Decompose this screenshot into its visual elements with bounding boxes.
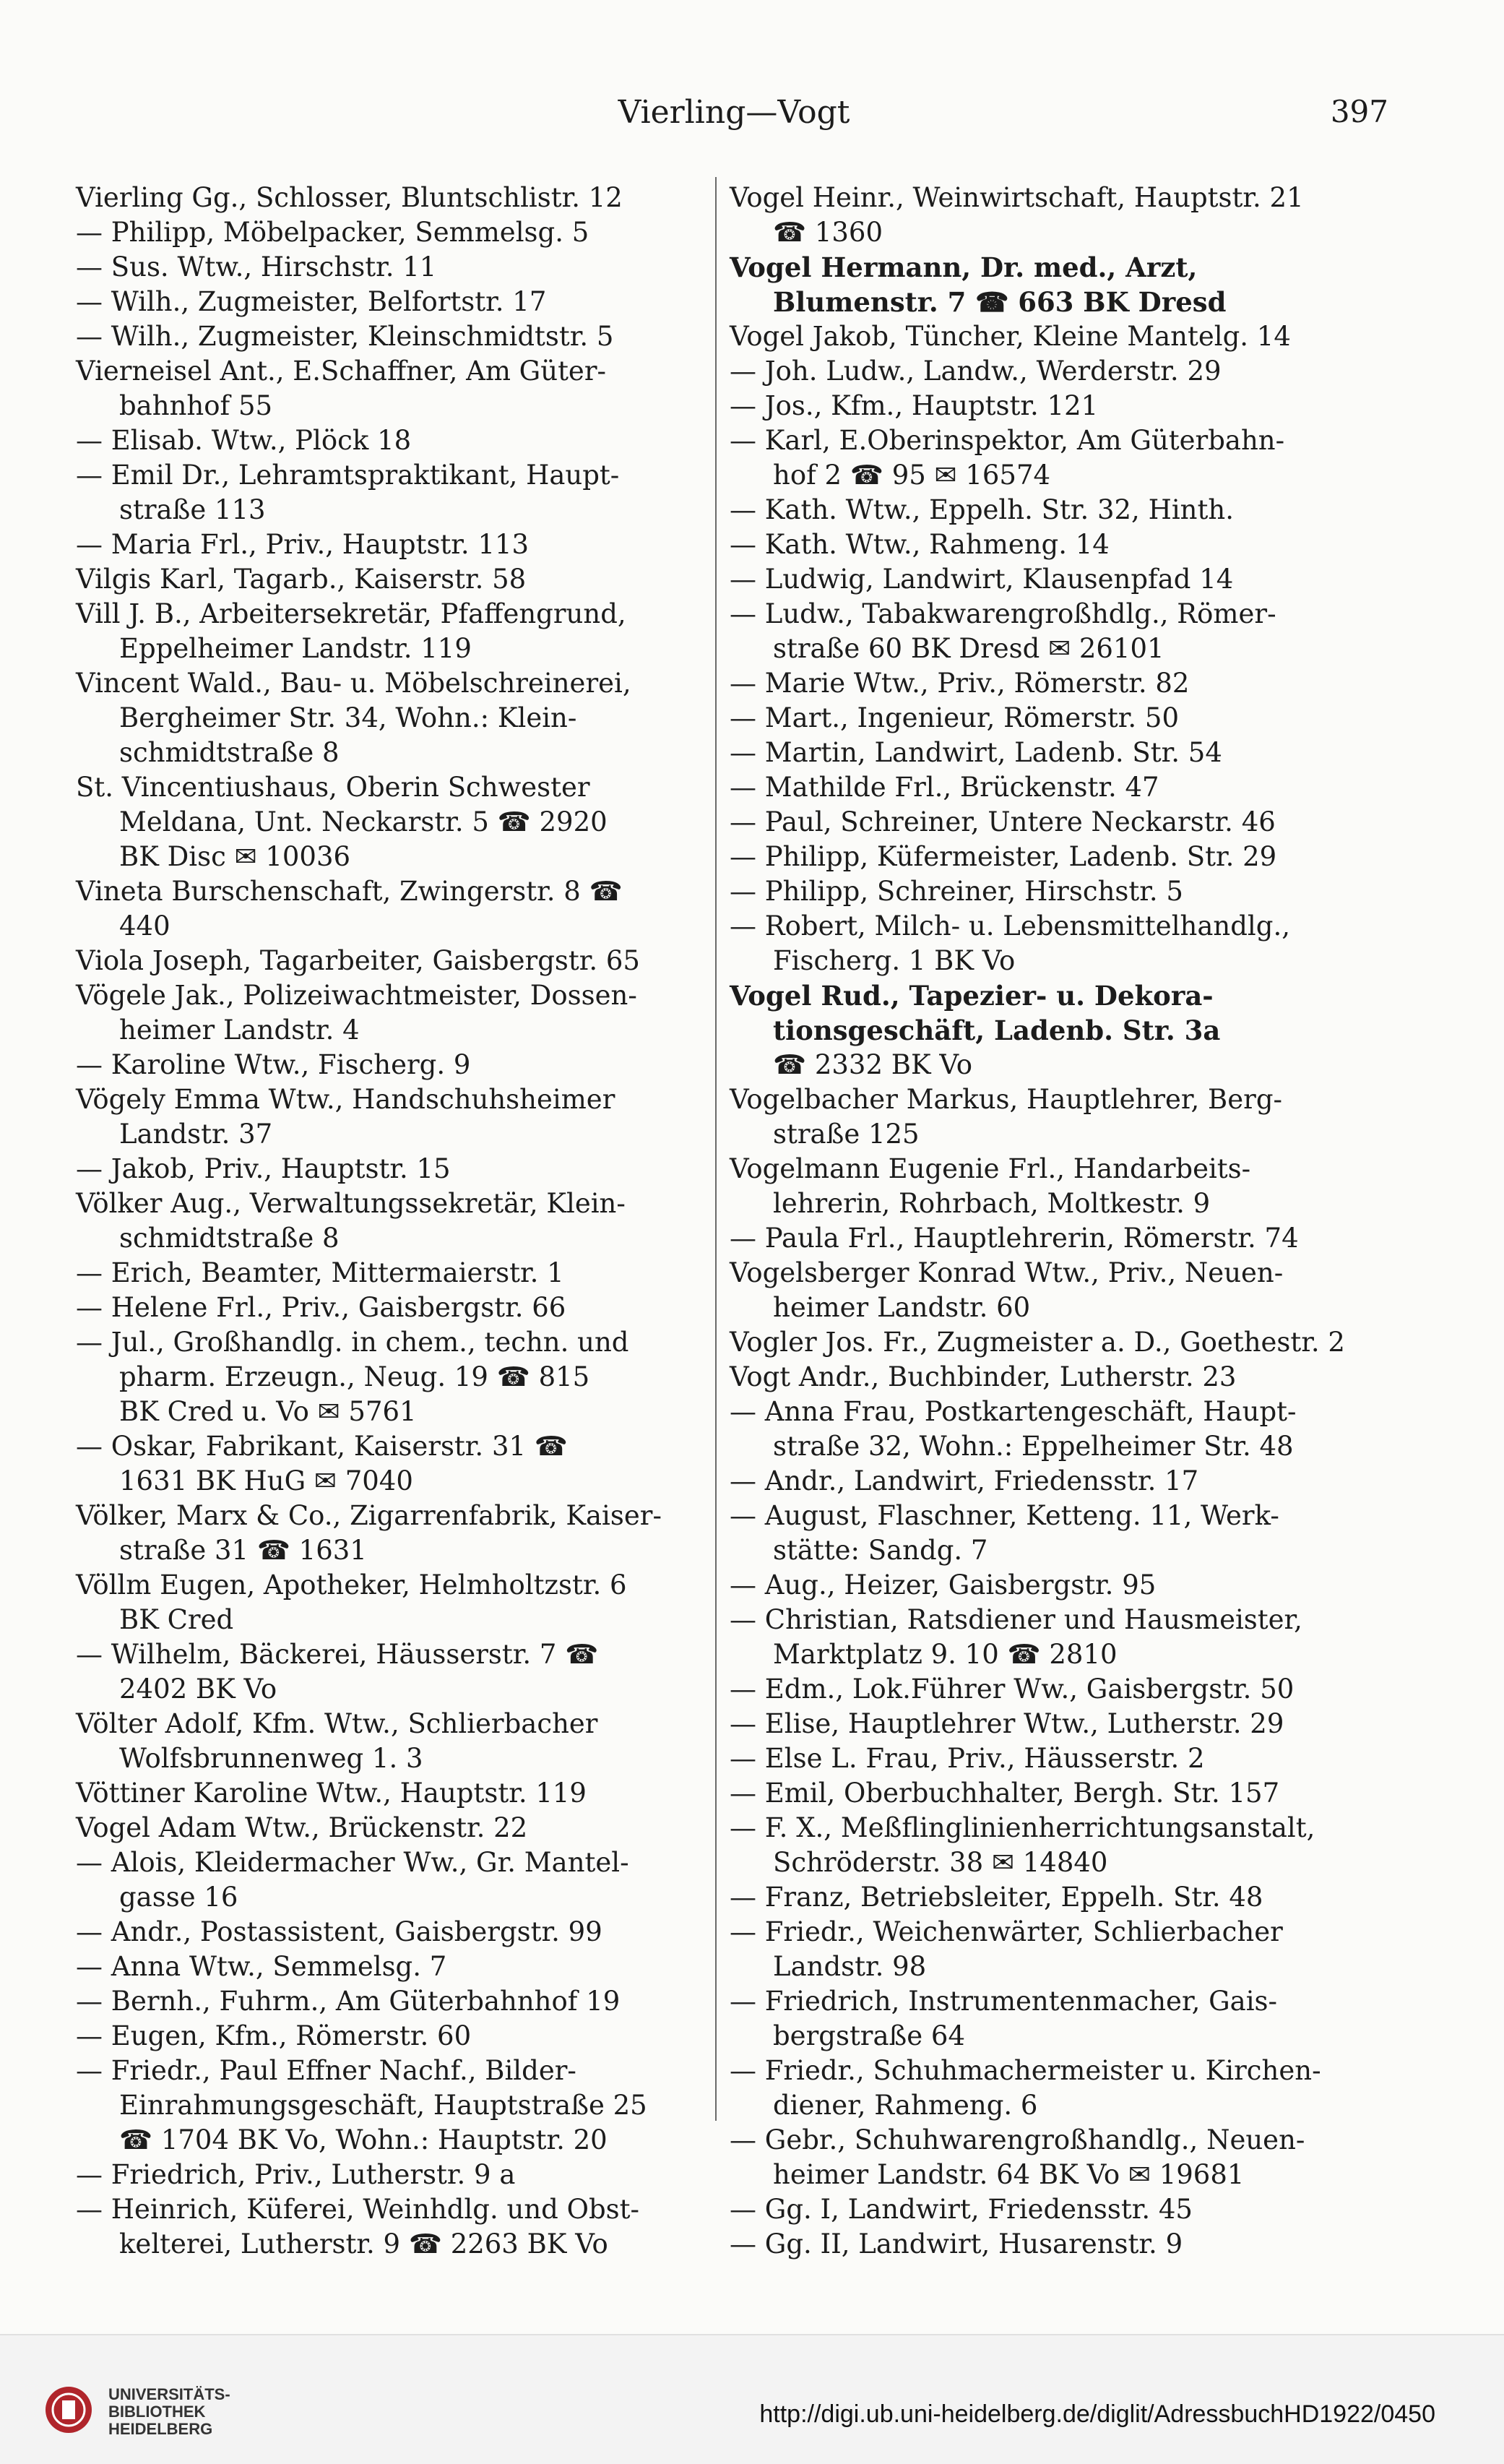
directory-entry: BK Cred [119, 1604, 234, 1635]
directory-entry: — Philipp, Möbelpacker, Semmelsg. 5 [76, 217, 589, 248]
directory-entry: — Christian, Ratsdiener und Hausmeister, [730, 1604, 1302, 1635]
directory-entry: — Emil, Oberbuchhalter, Bergh. Str. 157 [730, 1778, 1280, 1809]
directory-entry: Völlm Eugen, Apotheker, Helmholtzstr. 6 [76, 1569, 627, 1601]
directory-entry: straße 31 ☎ 1631 [119, 1535, 367, 1566]
university-seal-icon [43, 2385, 94, 2435]
directory-entry: — Erich, Beamter, Mittermaierstr. 1 [76, 1257, 564, 1288]
directory-entry: Vogler Jos. Fr., Zugmeister a. D., Goethestr. 2 [730, 1327, 1345, 1358]
directory-entry: straße 125 [773, 1119, 920, 1150]
directory-entry: — August, Flaschner, Ketteng. 11, Werk- [730, 1500, 1279, 1531]
directory-entry: bahnhof 55 [119, 390, 273, 421]
directory-entry: — Martin, Landwirt, Ladenb. Str. 54 [730, 737, 1222, 768]
directory-entry: lehrerin, Rohrbach, Moltkestr. 9 [773, 1188, 1211, 1219]
directory-entry: — Maria Frl., Priv., Hauptstr. 113 [76, 529, 530, 560]
directory-entry: straße 113 [119, 494, 266, 525]
directory-entry: BK Cred u. Vo ✉ 5761 [119, 1396, 417, 1427]
directory-entry: — Anna Frau, Postkartengeschäft, Haupt- [730, 1396, 1297, 1427]
directory-entry: ☎ 1704 BK Vo, Wohn.: Hauptstr. 20 [119, 2124, 608, 2155]
directory-entry: tionsgeschäft, Ladenb. Str. 3a [773, 1015, 1221, 1046]
directory-entry: Vilgis Karl, Tagarb., Kaiserstr. 58 [76, 564, 527, 595]
directory-entry: Wolfsbrunnenweg 1. 3 [119, 1743, 423, 1774]
directory-entry: — Friedrich, Priv., Lutherstr. 9 a [76, 2159, 516, 2190]
directory-entry: — Marie Wtw., Priv., Römerstr. 82 [730, 668, 1190, 699]
directory-entry: Vöttiner Karoline Wtw., Hauptstr. 119 [76, 1778, 587, 1809]
directory-entry: St. Vincentiushaus, Oberin Schwester [76, 772, 590, 803]
directory-entry: — Ludwig, Landwirt, Klausenpfad 14 [730, 564, 1234, 595]
directory-entry: — Jos., Kfm., Hauptstr. 121 [730, 390, 1099, 421]
directory-entry: Vincent Wald., Bau- u. Möbelschreinerei, [76, 668, 631, 699]
directory-entry: — Gg. II, Landwirt, Husarenstr. 9 [730, 2228, 1183, 2260]
directory-entry: Blumenstr. 7 ☎ 663 BK Dresd [773, 286, 1227, 318]
directory-entry: 440 [119, 910, 170, 942]
directory-entry: Vogel Heinr., Weinwirtschaft, Hauptstr. 21 [730, 182, 1304, 213]
directory-entry: Vill J. B., Arbeitersekretär, Pfaffengrund, [76, 598, 626, 629]
directory-entry: heimer Landstr. 60 [773, 1292, 1031, 1323]
directory-entry: — Gebr., Schuhwarengroßhandlg., Neuen- [730, 2124, 1305, 2155]
directory-entry: Vogel Jakob, Tüncher, Kleine Mantelg. 14 [730, 321, 1291, 352]
directory-entry: — Oskar, Fabrikant, Kaiserstr. 31 ☎ [76, 1431, 568, 1462]
library-logo[interactable] [43, 2377, 246, 2442]
directory-entry: — Jul., Großhandlg. in chem., techn. und [76, 1327, 629, 1358]
directory-entry: Landstr. 98 [773, 1951, 927, 1982]
directory-entry: — Elisab. Wtw., Plöck 18 [76, 425, 412, 456]
directory-entry: — Emil Dr., Lehramtspraktikant, Haupt- [76, 460, 620, 491]
directory-entry: — Gg. I, Landwirt, Friedensstr. 45 [730, 2194, 1193, 2225]
directory-entry: kelterei, Lutherstr. 9 ☎ 2263 BK Vo [119, 2228, 608, 2260]
directory-entry: — Wilh., Zugmeister, Kleinschmidtstr. 5 [76, 321, 614, 352]
directory-entry: diener, Rahmeng. 6 [773, 2090, 1038, 2121]
source-url-link[interactable]: http://digi.ub.uni-heidelberg.de/diglit/AdressbuchHD1922/0450 [759, 2400, 1435, 2428]
directory-entry: 1631 BK HuG ✉ 7040 [119, 1465, 413, 1496]
directory-entry: Völker, Marx & Co., Zigarrenfabrik, Kaiser- [76, 1500, 662, 1531]
directory-entry: ☎ 1360 [773, 217, 883, 248]
directory-entry: Fischerg. 1 BK Vo [773, 945, 1016, 976]
directory-entry: Vogt Andr., Buchbinder, Lutherstr. 23 [730, 1361, 1237, 1392]
directory-entry: Vierneisel Ant., E.Schaffner, Am Güter- [76, 356, 607, 387]
directory-entry: — Friedr., Schuhmachermeister u. Kirchen- [730, 2055, 1321, 2086]
directory-entry: Völker Aug., Verwaltungssekretär, Klein- [76, 1188, 626, 1219]
directory-entry: — Ludw., Tabakwarengroßhdlg., Römer- [730, 598, 1276, 629]
directory-entry: — Karoline Wtw., Fischerg. 9 [76, 1049, 471, 1080]
directory-entry: — Andr., Postassistent, Gaisbergstr. 99 [76, 1916, 602, 1947]
directory-entry: heimer Landstr. 4 [119, 1015, 360, 1046]
left-column [76, 181, 697, 2262]
directory-entry: — Kath. Wtw., Eppelh. Str. 32, Hinth. [730, 494, 1234, 525]
directory-entry: — Alois, Kleidermacher Ww., Gr. Mantel- [76, 1847, 629, 1878]
directory-entry: Vogelbacher Markus, Hauptlehrer, Berg- [730, 1084, 1283, 1115]
directory-entry: Vogel Rud., Tapezier- u. Dekora- [730, 980, 1214, 1012]
directory-entry: — Joh. Ludw., Landw., Werderstr. 29 [730, 356, 1222, 387]
directory-entry: — Bernh., Fuhrm., Am Güterbahnhof 19 [76, 1986, 621, 2017]
directory-entry: schmidtstraße 8 [119, 1223, 340, 1254]
directory-entry: — Franz, Betriebsleiter, Eppelh. Str. 48 [730, 1882, 1263, 1913]
directory-entry: — Eugen, Kfm., Römerstr. 60 [76, 2020, 472, 2051]
directory-entry: — Jakob, Priv., Hauptstr. 15 [76, 1153, 451, 1184]
directory-entry: Vierling Gg., Schlosser, Bluntschlistr. 12 [76, 182, 623, 213]
directory-entry: — Edm., Lok.Führer Ww., Gaisbergstr. 50 [730, 1673, 1295, 1705]
directory-entry: Marktplatz 9. 10 ☎ 2810 [773, 1639, 1118, 1670]
directory-entry: ☎ 2332 BK Vo [773, 1049, 972, 1080]
directory-entry: Eppelheimer Landstr. 119 [119, 633, 472, 664]
directory-entry: stätte: Sandg. 7 [773, 1535, 988, 1566]
directory-entry: — Andr., Landwirt, Friedensstr. 17 [730, 1465, 1199, 1496]
directory-entry: — Kath. Wtw., Rahmeng. 14 [730, 529, 1110, 560]
directory-entry: Einrahmungsgeschäft, Hauptstraße 25 [119, 2090, 647, 2121]
directory-entry: — Mathilde Frl., Brückenstr. 47 [730, 772, 1159, 803]
directory-entry: — Karl, E.Oberinspektor, Am Güterbahn- [730, 425, 1285, 456]
directory-entry: schmidtstraße 8 [119, 737, 340, 768]
directory-entry: — Elise, Hauptlehrer Wtw., Lutherstr. 29 [730, 1708, 1284, 1739]
page-number: 397 [1330, 94, 1388, 129]
directory-entry: gasse 16 [119, 1882, 238, 1913]
directory-entry: — Friedrich, Instrumentenmacher, Gais- [730, 1986, 1278, 2017]
directory-entry: Vogelsberger Konrad Wtw., Priv., Neuen- [730, 1257, 1284, 1288]
column-divider [715, 177, 717, 2121]
directory-entry: — Sus. Wtw., Hirschstr. 11 [76, 251, 437, 283]
directory-entry: Landstr. 37 [119, 1119, 273, 1150]
directory-entry: — Else L. Frau, Priv., Häusserstr. 2 [730, 1743, 1205, 1774]
directory-entry: — Philipp, Schreiner, Hirschstr. 5 [730, 876, 1183, 907]
directory-entry: — Aug., Heizer, Gaisbergstr. 95 [730, 1569, 1157, 1601]
right-column [730, 181, 1380, 2262]
directory-entry: Meldana, Unt. Neckarstr. 5 ☎ 2920 [119, 806, 608, 837]
directory-entry: — Wilh., Zugmeister, Belfortstr. 17 [76, 286, 547, 317]
directory-entry: Vogelmann Eugenie Frl., Handarbeits- [730, 1153, 1251, 1184]
directory-entry: Vogel Hermann, Dr. med., Arzt, [730, 251, 1198, 283]
directory-entry: straße 60 BK Dresd ✉ 26101 [773, 633, 1164, 664]
page-header [79, 87, 1388, 145]
directory-entry: Völter Adolf, Kfm. Wtw., Schlierbacher [76, 1708, 598, 1739]
directory-entry: — Mart., Ingenieur, Römerstr. 50 [730, 702, 1179, 733]
directory-entry: Vögele Jak., Polizeiwachtmeister, Dossen- [76, 980, 637, 1011]
directory-entry: — Paul, Schreiner, Untere Neckarstr. 46 [730, 806, 1276, 837]
directory-entry: — Robert, Milch- u. Lebensmittelhandlg., [730, 910, 1290, 942]
directory-entry: — Heinrich, Küferei, Weinhdlg. und Obst- [76, 2194, 639, 2225]
directory-entry: bergstraße 64 [773, 2020, 966, 2051]
directory-entry: Vögely Emma Wtw., Handschuhsheimer [76, 1084, 615, 1115]
directory-entry: Schröderstr. 38 ✉ 14840 [773, 1847, 1108, 1878]
directory-entry: hof 2 ☎ 95 ✉ 16574 [773, 460, 1051, 491]
directory-entry: Vogel Adam Wtw., Brückenstr. 22 [76, 1812, 528, 1843]
directory-entry: BK Disc ✉ 10036 [119, 841, 351, 872]
directory-entry: — Wilhelm, Bäckerei, Häusserstr. 7 ☎ [76, 1639, 599, 1670]
directory-entry: — F. X., Meßflinglinienherrichtungsanstalt, [730, 1812, 1315, 1843]
directory-entry: 2402 BK Vo [119, 1673, 277, 1705]
directory-entry: Viola Joseph, Tagarbeiter, Gaisbergstr. 65 [76, 945, 640, 976]
directory-entry: — Philipp, Küfermeister, Ladenb. Str. 29 [730, 841, 1277, 872]
page-title: Vierling—Vogt [618, 94, 850, 131]
directory-entry: — Anna Wtw., Semmelsg. 7 [76, 1951, 447, 1982]
directory-entry: — Paula Frl., Hauptlehrerin, Römerstr. 74 [730, 1223, 1299, 1254]
directory-entry: Bergheimer Str. 34, Wohn.: Klein- [119, 702, 577, 733]
library-name: UNIVERSITÄTS- BIBLIOTHEK HEIDELBERG [108, 2385, 230, 2438]
directory-entry: pharm. Erzeugn., Neug. 19 ☎ 815 [119, 1361, 590, 1392]
directory-entry: — Friedr., Paul Effner Nachf., Bilder- [76, 2055, 576, 2086]
directory-entry: — Helene Frl., Priv., Gaisbergstr. 66 [76, 1292, 566, 1323]
directory-entry: heimer Landstr. 64 BK Vo ✉ 19681 [773, 2159, 1245, 2190]
directory-entry: — Friedr., Weichenwärter, Schlierbacher [730, 1916, 1283, 1947]
directory-entry: Vineta Burschenschaft, Zwingerstr. 8 ☎ [76, 876, 623, 907]
directory-entry: straße 32, Wohn.: Eppelheimer Str. 48 [773, 1431, 1294, 1462]
